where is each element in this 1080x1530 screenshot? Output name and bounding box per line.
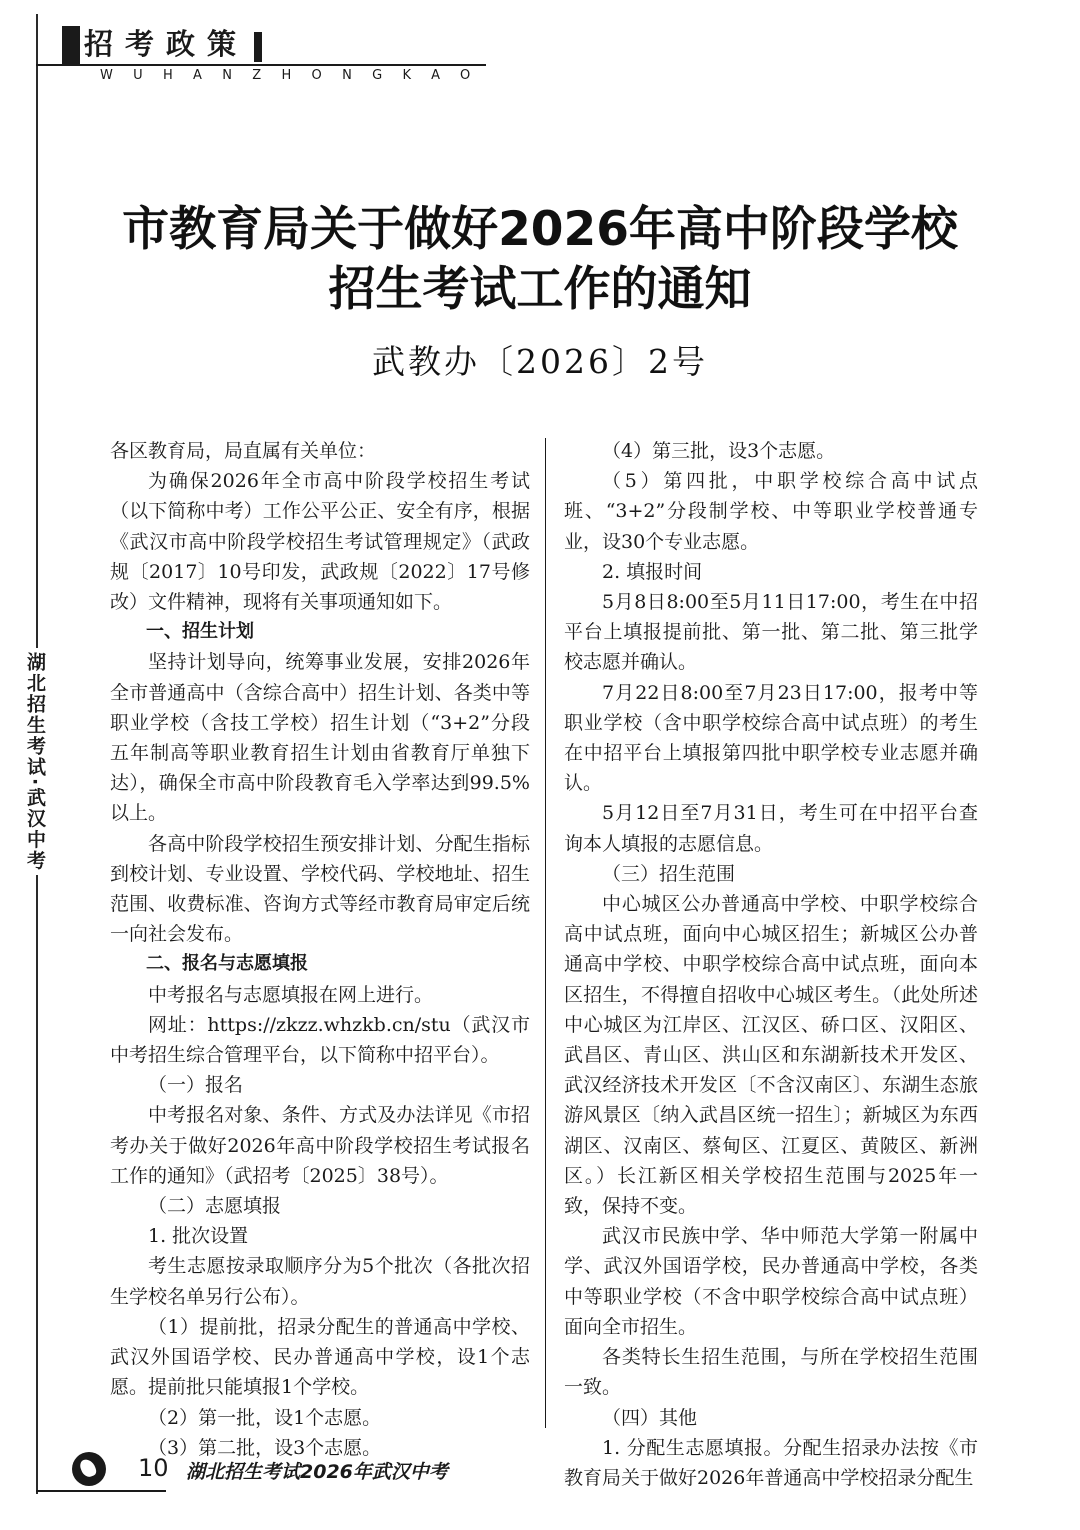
- paragraph: （3）第二批，设3个志愿。: [148, 1436, 382, 1459]
- journal-logo-icon: [72, 1452, 106, 1486]
- paragraph: 中考报名与志愿填报在网上进行。: [148, 983, 434, 1006]
- paragraph: 武汉市民族中学、华中师范大学第一附属中学、武汉外国语学校，民办普通高中学校，各类中等职业学校（不含中职学校综合高中试点班）面向全市招生。: [564, 1225, 978, 1338]
- section-heading: 一、招生计划: [146, 621, 254, 643]
- paragraph: 各高中阶段学校招生预安排计划、分配生指标到校计划、专业设置、学校代码、学校地址、招生范围、收费标准、咨询方式等经市教育局审定后统一向社会发布。: [110, 832, 530, 946]
- paragraph: 为确保2026年全市高中阶段学校招生考试（以下简称中考）工作公平公正、安全有序，根据《武汉市高中阶段学校招生考试管理规定》（武政规〔2017〕10号印发，武政规〔2022〕17号修改）文件精神，现将有关事项通知如下。: [110, 470, 530, 614]
- section-heading: 二、报名与志愿填报: [146, 953, 308, 975]
- paragraph: 1. 分配生志愿填报。分配生招录办法按《市教育局关于做好2026年普通高中学校招录分配生: [564, 1436, 978, 1489]
- header-black-bar: [62, 26, 80, 66]
- left-column: [110, 436, 530, 1463]
- paragraph: （一）报名: [148, 1074, 244, 1097]
- paragraph: （4）第三批，设3个志愿。: [602, 440, 836, 462]
- header-end-bar: [254, 32, 262, 62]
- paragraph: 各类特长生招生范围，与所在学校招生范围一致。: [564, 1346, 978, 1399]
- footer-rule: [36, 1490, 166, 1492]
- paragraph: （1）提前批，招录分配生的普通高中学校、武汉外国语学校、民办普通高中学校，设1个志愿。提前批只能填报1个学校。: [110, 1315, 530, 1399]
- paragraph: （四）其他: [602, 1406, 698, 1429]
- right-column: [564, 436, 978, 1493]
- paragraph: 中心城区公办普通高中学校、中职学校综合高中试点班，面向中心城区招生；新城区公办普通高中学校、中职学校综合高中试点班，面向本区招生，不得擅自招收中心城区考生。（此处所述中心城区为江岸区、江汉区、硚口区、汉阳区、武昌区、青山区、洪山区和东湖新技术开发区、武汉经济技术开发区〔不含汉南区〕、东湖生态旅游风景区〔纳入武昌区统一招生〕；新城区为东西湖区、汉南区、蔡甸区、江夏区、黄陂区、新洲区。）长江新区相关学校招生范围与2025年一致，保持不变。: [564, 893, 978, 1218]
- column-divider: [545, 438, 546, 1428]
- paragraph: （5）第四批，中职学校综合高中试点班、“3+2”分段制学校、中等职业学校普通专业，设30个专业志愿。: [564, 470, 978, 553]
- paragraph: （二）志愿填报: [148, 1195, 282, 1218]
- paragraph: （2）第一批，设1个志愿。: [148, 1406, 382, 1429]
- footer-journal-title: 湖北招生考试2026年武汉中考: [186, 1461, 448, 1483]
- section-title: 招考政策: [84, 27, 249, 61]
- paragraph: 坚持计划导向，统筹事业发展，安排2026年全市普通高中（含综合高中）招生计划、各类中等职业学校（含技工学校）招生计划（“3+2”分段五年制高等职业教育招生计划由省教育厅单独下达），确保全市高中阶段教育毛入学率达到99.5%以上。: [110, 651, 530, 825]
- paragraph: （三）招生范围: [602, 862, 736, 885]
- article-title-line-2: 招生考试工作的通知: [328, 262, 752, 317]
- paragraph: 2. 填报时间: [602, 560, 703, 583]
- document-number: 武教办〔2026〕2号: [372, 342, 708, 381]
- paragraph: 5月12日至7月31日，考生可在中招平台查询本人填报的志愿信息。: [564, 802, 978, 855]
- paragraph: 网址：https://zkzz.whzkb.cn/stu（武汉市中考招生综合管理平台，以下简称中招平台）。: [110, 1013, 530, 1067]
- article-title: [0, 200, 1080, 320]
- paragraph: 考生志愿按录取顺序分为5个批次（各批次招生学校名单另行公布）。: [110, 1255, 530, 1308]
- article-title-line-1: 市教育局关于做好2026年高中阶段学校: [122, 202, 958, 257]
- side-journal-label: 湖北招生考试·武汉中考: [22, 648, 49, 875]
- paragraph: 1. 批次设置: [148, 1225, 249, 1248]
- page-number: 10: [138, 1454, 169, 1482]
- header-rule: [36, 64, 486, 66]
- section-subtitle: WUHANZHONGKAO: [100, 68, 491, 83]
- paragraph: 7月22日8:00至7月23日17:00，报考中等职业学校（含中职学校综合高中试点班）的考生在中招平台上填报第四批中职学校专业志愿并确认。: [564, 681, 978, 795]
- paragraph: 5月8日8:00至5月11日17:00，考生在中招平台上填报提前批、第一批、第二批、第三批学校志愿并确认。: [564, 591, 978, 674]
- paragraph: 中考报名对象、条件、方式及办法详见《市招考办关于做好2026年高中阶段学校招生考试报名工作的通知》（武招考〔2025〕38号）。: [110, 1104, 530, 1187]
- paragraph: 各区教育局，局直属有关单位：: [110, 440, 377, 462]
